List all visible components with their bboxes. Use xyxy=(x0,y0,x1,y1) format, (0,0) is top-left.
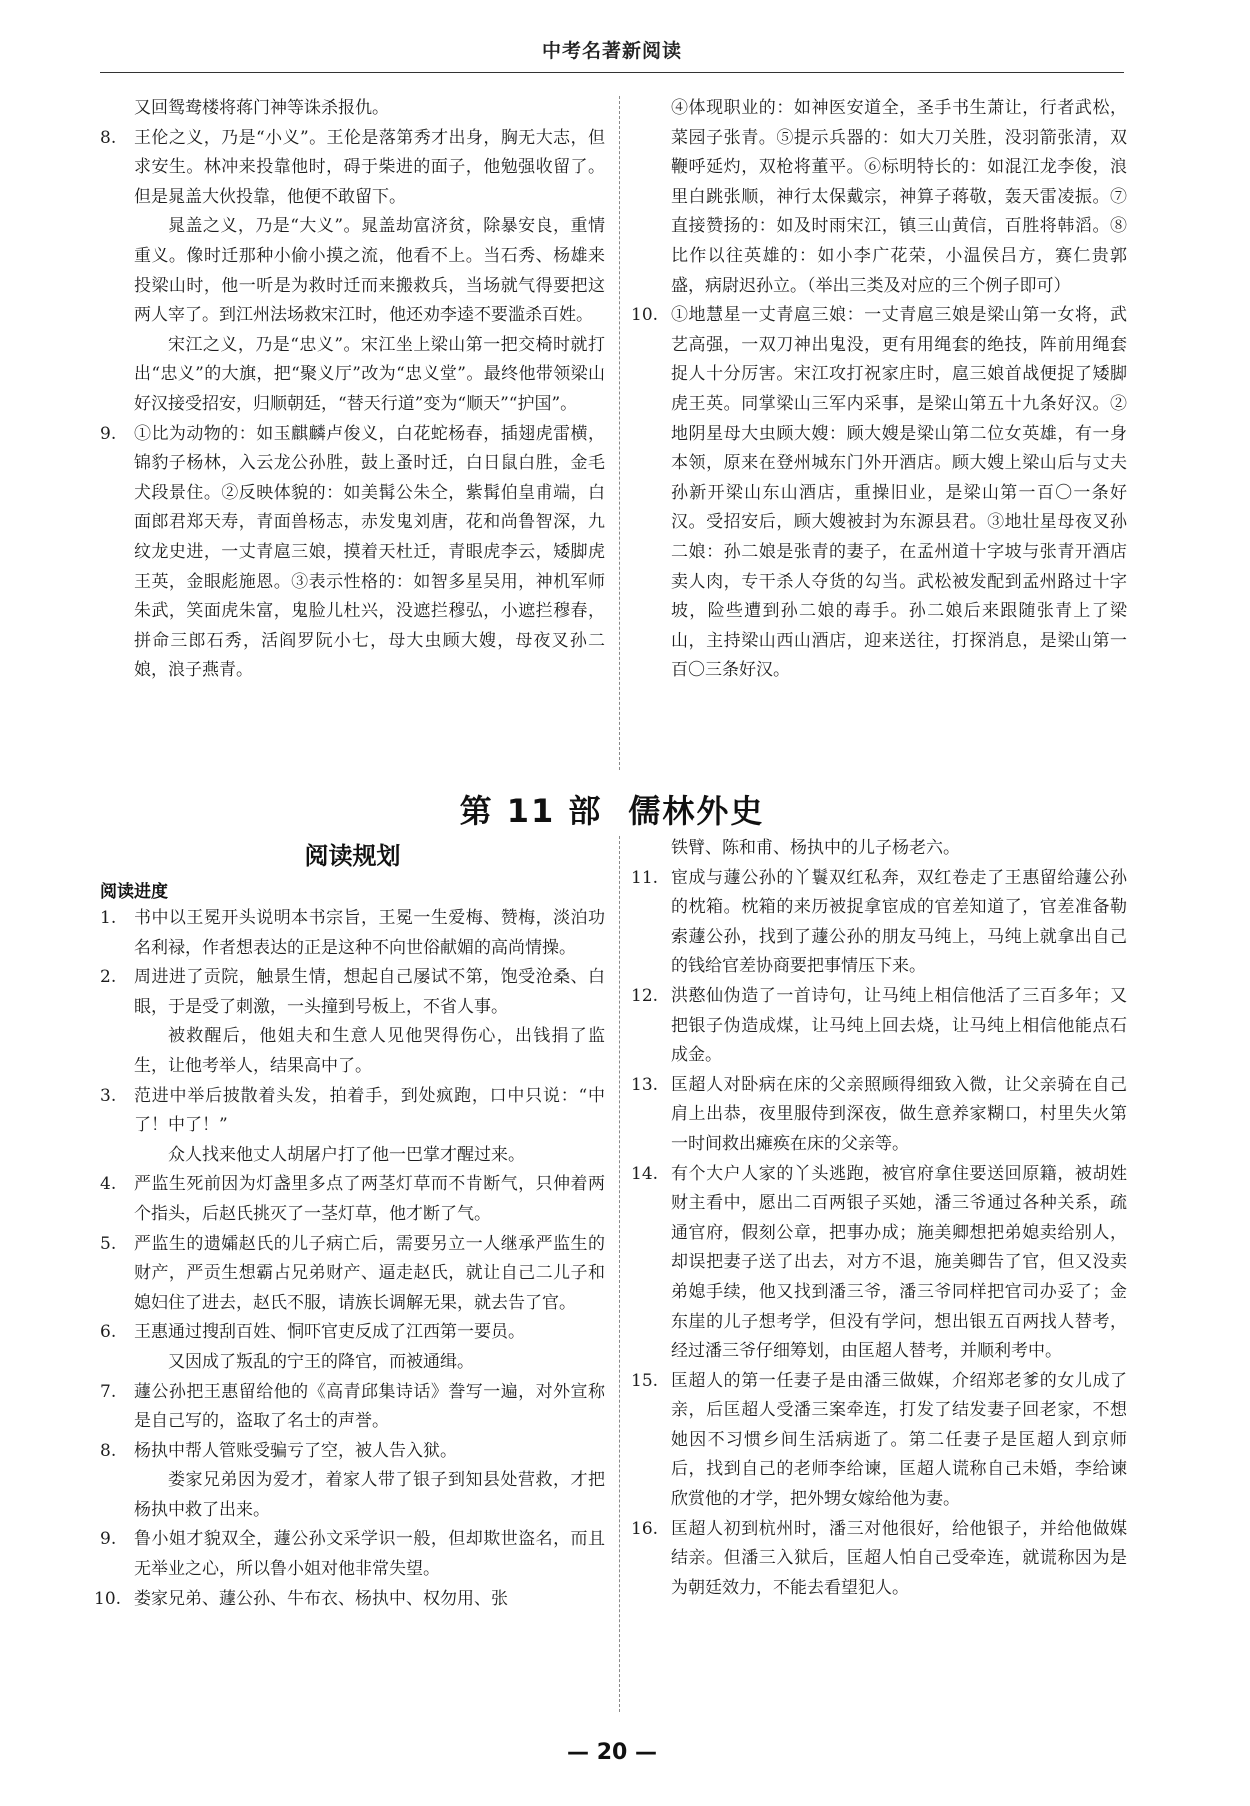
column-divider-bottom xyxy=(619,836,620,1712)
item-text: 周进进了贡院，触景生情，想起自己屡试不第，饱受沧桑、白眼，于是受了刺激，一头撞到号板上，不省人事。 xyxy=(134,967,605,1017)
item-text: 王惠通过搜刮百姓、恫吓官吏反成了江西第一要员。 xyxy=(134,1322,525,1343)
bottom-right-column xyxy=(631,834,1127,1714)
item-text: 严监生死前因为灯盏里多点了两茎灯草而不肯断气，只伸着两个指头，后赵氏挑灭了一茎灯草，他才断了气。 xyxy=(134,1174,605,1224)
item-number: 15. xyxy=(631,1370,659,1391)
item-number: 13. xyxy=(631,1074,659,1095)
item-text: 宦成与蘧公孙的丫鬟双红私奔，双红卷走了王惠留给蘧公孙的枕箱。枕箱的来历被捉拿宦成的官差知道了，官差准备勒索蘧公孙，找到了蘧公孙的朋友马纯上，马纯上就拿出自己的钱给官差协商要把事情压下来。 xyxy=(671,867,1127,977)
item-number: 14. xyxy=(631,1163,659,1184)
list-item xyxy=(631,864,1127,982)
list-item xyxy=(100,1318,605,1348)
answer-item-8 xyxy=(100,124,605,213)
item-paragraph: 众人找来他丈人胡屠户打了他一巴掌才醒过来。 xyxy=(168,1144,525,1165)
list-item xyxy=(631,1367,1127,1515)
list-item xyxy=(100,1525,605,1584)
reading-plan-heading: 阅读规划 xyxy=(304,842,401,870)
list-item xyxy=(631,1071,1127,1160)
item-paragraph: 晁盖之义，乃是“大义”。晁盖劫富济贫，除暴安良，重情重义。像时迁那种小偷小摸之流，他看不上。当石秀、杨雄来投梁山时，他一听是为救时迁而来搬救兵，当场就气得要把这两人宰了。到江州法场救宋江时，他还劝李逵不要滥杀百姓。 xyxy=(134,216,605,326)
item-text: 匡超人对卧病在床的父亲照顾得细致入微，让父亲骑在自己肩上出恭，夜里服侍到深夜，做生意养家糊口，村里失火第一时间救出瘫痪在床的父亲等。 xyxy=(671,1074,1127,1154)
item-number: 4. xyxy=(100,1174,117,1195)
item-number: 12. xyxy=(631,985,659,1006)
page-number: — 20 — xyxy=(567,1740,657,1765)
item-number: 10. xyxy=(94,1588,122,1609)
continuation-text: ④体现职业的：如神医安道全，圣手书生萧让，行者武松，菜园子张青。⑤提示兵器的：如大刀关胜，没羽箭张清，双鞭呼延灼，双枪将董平。⑥标明特长的：如混江龙李俊，浪里白跳张顺，神行太保戴宗，神算子蒋敬，轰天雷凌振。⑦直接赞扬的：如及时雨宋江，镇三山黄信，百胜将韩滔。⑧比作以往英雄的：如小李广花荣，小温侯吕方，赛仁贵郭盛，病尉迟孙立。（举出三类及对应的三个例子即可） xyxy=(671,98,1127,296)
item-number: 2. xyxy=(100,967,117,988)
item-text: 匡超人初到杭州时，潘三对他很好，给他银子，并给他做媒结亲。但潘三入狱后，匡超人怕自己受牵连，就谎称因为是为朝廷效力，不能去看望犯人。 xyxy=(671,1518,1127,1598)
reading-progress-list-continued xyxy=(631,864,1127,1604)
list-item xyxy=(94,1585,605,1615)
item-number: 9. xyxy=(100,1529,117,1550)
item-text: 严监生的遗孀赵氏的儿子病亡后，需要另立一人继承严监生的财产，严贡生想霸占兄弟财产、逼走赵氏，就让自己二儿子和媳妇住了进去，赵氏不服，请族长调解无果，就去告了官。 xyxy=(134,1233,605,1313)
list-item xyxy=(100,963,605,1022)
item-paragraph: 又因成了叛乱的宁王的降官，而被通缉。 xyxy=(168,1351,474,1372)
item-text: 有个大户人家的丫头逃跑，被官府拿住要送回原籍，被胡姓财主看中，愿出二百两银子买她，潘三爷通过各种关系，疏通官府，假刻公章，把事办成；施美卿想把弟媳卖给别人，却误把妻子送了出去，对方不退，施美卿告了官，但又没卖弟媳手续，他又找到潘三爷，潘三爷同样把官司办妥了；金东崖的儿子想考学，但没有学问，想出银五百两找人替考，经过潘三爷仔细筹划，由匡超人替考，并顺利考中。 xyxy=(671,1163,1127,1362)
list-item xyxy=(631,1515,1127,1604)
item-text: 杨执中帮人管账受骗亏了空，被人告入狱。 xyxy=(134,1440,457,1461)
item-number: 8. xyxy=(100,1440,117,1461)
item-number: 6. xyxy=(100,1322,117,1343)
list-item xyxy=(100,1437,605,1467)
list-item xyxy=(100,1082,605,1141)
item-paragraph: 娄家兄弟因为爱才，着家人带了银子到知县处营救，才把杨执中救了出来。 xyxy=(134,1470,605,1520)
item-text: 娄家兄弟、蘧公孙、牛布衣、杨执中、权勿用、张 xyxy=(134,1588,508,1609)
list-item xyxy=(100,1170,605,1229)
header-rule xyxy=(100,72,1124,73)
item-number: 9. xyxy=(100,423,117,444)
item-paragraph: 被救醒后，他姐夫和生意人见他哭得伤心，出钱捐了监生，让他考举人，结果高中了。 xyxy=(134,1026,605,1076)
top-left-column xyxy=(100,94,605,774)
item-text: 洪憨仙伪造了一首诗句，让马纯上相信他活了三百多年；又把银子伪造成煤，让马纯上回去烧，让马纯上相信他能点石成金。 xyxy=(671,985,1127,1066)
section-number: 第 11 部 xyxy=(459,792,603,830)
item-text: ①比为动物的：如玉麒麟卢俊义，白花蛇杨春，插翅虎雷横，锦豹子杨林，入云龙公孙胜，鼓上蚤时迁，白日鼠白胜，金毛犬段景住。②反映体貌的：如美髯公朱仝，紫髯伯皇甫端，白面郎君郑天寿，青面兽杨志，赤发鬼刘唐，花和尚鲁智深，九纹龙史进，一丈青扈三娘，摸着天杜迁，青眼虎李云，矮脚虎王英，金眼彪施恩。③表示性格的：如智多星吴用，神机军师朱武，笑面虎朱富，鬼脸儿杜兴，没遮拦穆弘，小遮拦穆春，拼命三郎石秀，活阎罗阮小七，母大虫顾大嫂，母夜叉孙二娘，浪子燕青。 xyxy=(134,423,605,681)
page-header-title: 中考名著新阅读 xyxy=(541,40,682,62)
continuation-text: 又回鸳鸯楼将蒋门神等诛杀报仇。 xyxy=(134,98,389,118)
item-number: 1. xyxy=(100,908,117,928)
column-divider-top xyxy=(619,96,620,770)
item-text: 书中以王冕开头说明本书宗旨，王冕一生爱梅、赞梅，淡泊功名利禄，作者想表达的正是这种不向世俗献媚的高尚情操。 xyxy=(134,908,605,958)
item-text: 王伦之义，乃是“小义”。王伦是落第秀才出身，胸无大志，但求安生。林冲来投靠他时，碍于柴进的面子，他勉强收留了。但是晁盖大伙投靠，他便不敢留下。 xyxy=(134,127,605,207)
list-item xyxy=(100,904,605,963)
section-book-title: 儒林外史 xyxy=(628,792,765,830)
top-right-column xyxy=(631,94,1127,774)
list-item xyxy=(100,1378,605,1437)
list-item xyxy=(631,1160,1127,1367)
answer-item-10 xyxy=(631,301,1127,686)
item-number: 7. xyxy=(100,1381,117,1402)
reading-progress-list xyxy=(94,904,605,1614)
list-item xyxy=(631,982,1127,1071)
reading-progress-label: 阅读进度 xyxy=(100,882,168,902)
item-number: 3. xyxy=(100,1085,117,1106)
bottom-left-column xyxy=(94,834,605,1714)
section-title xyxy=(100,786,1124,832)
item-number: 8. xyxy=(100,127,117,148)
item-text: 蘧公孙把王惠留给他的《高青邱集诗话》誊写一遍，对外宣称是自己写的，盗取了名士的声誉。 xyxy=(134,1381,605,1432)
item-text: 匡超人的第一任妻子是由潘三做媒，介绍郑老爹的女儿成了亲，后匡超人受潘三案牵连，打发了结发妻子回老家，不想她因不习惯乡间生活病逝了。第二任妻子是匡超人到京师后，找到自己的老师李给谏，匡超人谎称自己未婚，李给谏欣赏他的才学，把外甥女嫁给他为妻。 xyxy=(671,1370,1127,1510)
item-text: 鲁小姐才貌双全，蘧公孙文采学识一般，但却欺世盗名，而且无举业之心，所以鲁小姐对他非常失望。 xyxy=(134,1529,605,1580)
item-number: 5. xyxy=(100,1233,117,1254)
answer-item-9 xyxy=(100,420,605,686)
continuation-text: 铁臂、陈和甫、杨执中的儿子杨老六。 xyxy=(671,838,960,858)
item-text: 范进中举后披散着头发，拍着手，到处疯跑，口中只说：“中了！中了！” xyxy=(134,1085,605,1136)
item-text: ①地慧星一丈青扈三娘：一丈青扈三娘是梁山第一女将，武艺高强，一双刀神出鬼没，更有用绳套的绝技，阵前用绳套捉人十分厉害。宋江攻打祝家庄时，扈三娘首战便捉了矮脚虎王英。同掌梁山三军内采事，是梁山第五十九条好汉。②地阴星母大虫顾大嫂：顾大嫂是梁山第二位女英雄，有一身本领，原来在登州城东门外开酒店。顾大嫂上梁山后与丈夫孙新开梁山东山酒店，重操旧业，是梁山第一百〇一条好汉。受招安后，顾大嫂被封为东源县君。③地壮星母夜叉孙二娘：孙二娘是张青的妻子，在孟州道十字坡与张青开酒店卖人肉，专干杀人夺货的勾当。武松被发配到孟州路过十字坡，险些遭到孙二娘的毒手。孙二娘后来跟随张青上了梁山，主持梁山西山酒店，迎来送往，打探消息，是梁山第一百〇三条好汉。 xyxy=(671,305,1127,681)
item-paragraph: 宋江之义，乃是“忠义”。宋江坐上梁山第一把交椅时就打出“忠义”的大旗，把“聚义厅”改为“忠义堂”。最终他带领梁山好汉接受招安，归顺朝廷，“替天行道”变为“顺天”“护国”。 xyxy=(134,334,605,414)
list-item xyxy=(100,1230,605,1319)
item-number: 10. xyxy=(631,305,659,326)
item-number: 11. xyxy=(631,867,659,888)
item-number: 16. xyxy=(631,1518,659,1539)
